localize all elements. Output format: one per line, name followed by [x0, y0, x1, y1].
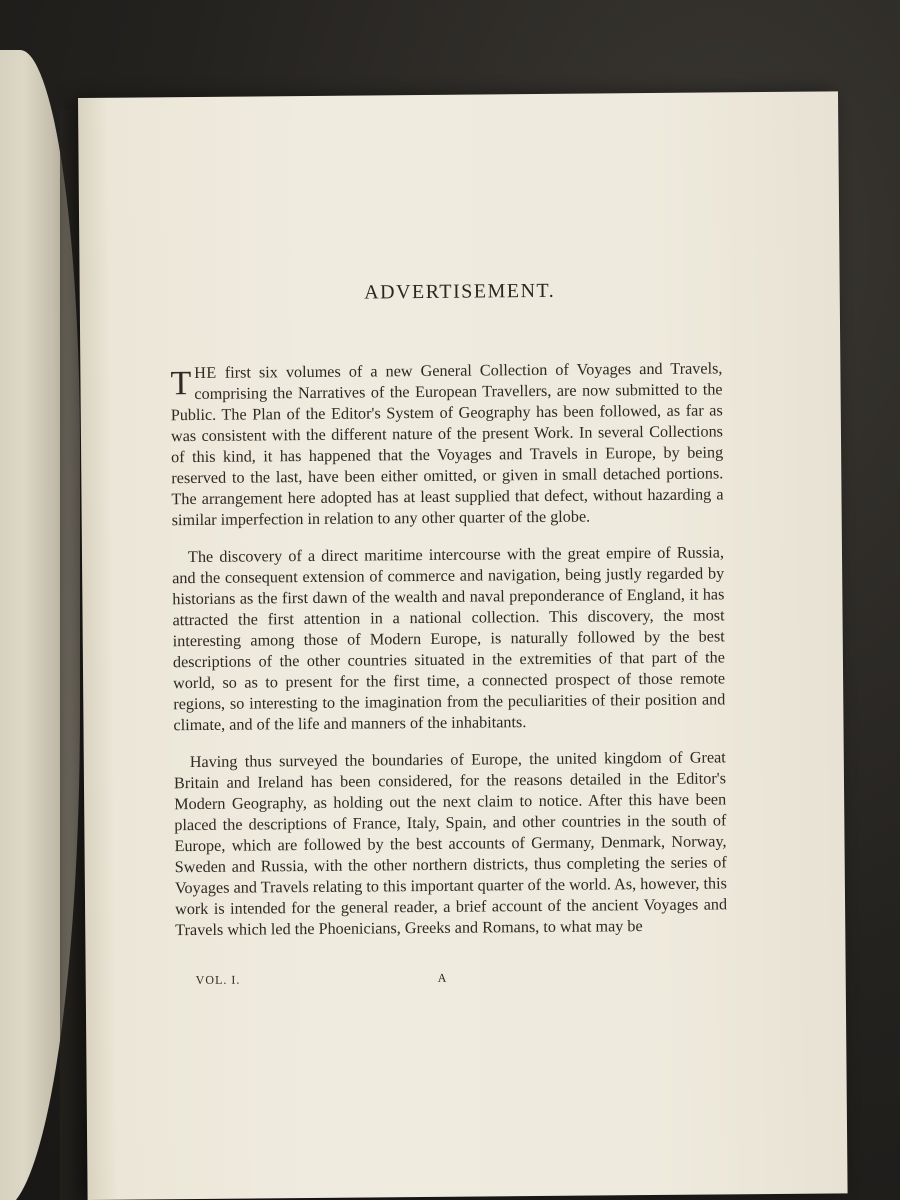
paragraph-1-text: first six volumes of a new General Collection of Voyages and Travels, comprising the Narratives of the European Travellers, are now submitted to the Public. The Plan of the Editor's System of Geography has been followed, as far as was consistent with the different nature of the present Work. In several Collections of this kind, it has happened that the Voyages and Travels in Europe, by being reserved to the last, have been either omitted, or given in small detached portions. The arrangement here adopted has at least supplied that defect, without hazarding a similar imperfection in relation to any other quarter of the globe.: [170, 359, 724, 530]
page-footer: [196, 969, 696, 988]
paragraph-3: Having thus surveyed the boundaries of Europe, the united kingdom of Great Britain and Ireland has been considered, for the reasons detailed in the Editor's Modern Geography, as holding out the next claim to notice. After this have been placed the descriptions of France, Italy, Spain, and other countries in the south of Europe, which are followed by the best accounts of Germany, Denmark, Norway, Sweden and Russia, with the other northern districts, thus completing the series of Voyages and Travels relating to this important quarter of the world. As, however, this work is intended for the general reader, a brief account of the ancient Voyages and Travels which led the Phoenicians, Greeks and Romans, to what may be: [173, 748, 728, 940]
book-page: [78, 91, 848, 1200]
body-text: [170, 358, 727, 957]
drop-cap: T: [170, 365, 192, 403]
paragraph-2: The discovery of a direct maritime intercourse with the great empire of Russia, and the consequent extension of commerce and navigation, being justly regarded by historians as the first dawn of the wealth and naval preponderance of England, it has attracted the first attention in a national collection. This discovery, the most interesting among those of Modern Europe, is naturally followed by the best descriptions of the other countries situated in the extremities of that part of the world, so as to present for the first time, a connected prospect of those remote regions, so interesting to the imagination from the peculiarities of their position and climate, and of the life and manners of the inhabitants.: [172, 543, 726, 735]
volume-label: VOL. I.: [195, 972, 241, 988]
paragraph-1: [170, 358, 723, 531]
page-title: ADVERTISEMENT.: [364, 279, 556, 304]
signature-mark: A: [437, 970, 448, 985]
first-word: HE: [194, 363, 217, 382]
